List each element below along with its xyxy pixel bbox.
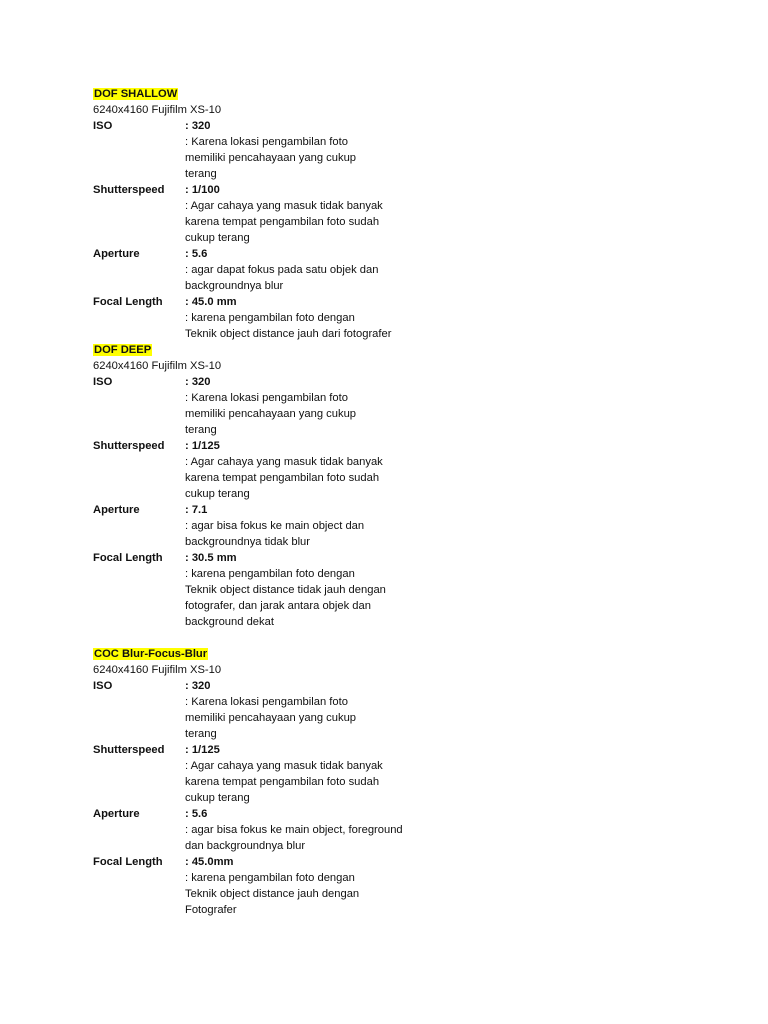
param-aperture xyxy=(93,806,693,822)
camera-info: 6240x4160 Fujifilm XS-10 xyxy=(93,360,222,372)
param-note: : agar bisa fokus ke main object, foreground xyxy=(185,824,403,836)
param-note: : Agar cahaya yang masuk tidak banyak xyxy=(185,760,383,772)
param-value: : 1/125 xyxy=(185,744,220,756)
param-aperture xyxy=(93,246,693,262)
param-label: Aperture xyxy=(93,248,140,260)
section-dof-deep xyxy=(93,342,693,630)
section-title xyxy=(93,86,693,102)
param-note: : Karena lokasi pengambilan foto xyxy=(185,136,348,148)
param-value: : 320 xyxy=(185,376,211,388)
param-value: : 30.5 mm xyxy=(185,552,237,564)
param-note: backgroundnya blur xyxy=(185,280,284,292)
param-aperture xyxy=(93,502,693,518)
param-note: : karena pengambilan foto dengan xyxy=(185,312,355,324)
param-note: karena tempat pengambilan foto sudah xyxy=(185,216,380,228)
param-value: : 7.1 xyxy=(185,504,208,516)
param-note: terang xyxy=(185,168,217,180)
param-note: memiliki pencahayaan yang cukup xyxy=(185,712,357,724)
param-note: terang xyxy=(185,424,217,436)
param-note: terang xyxy=(185,728,217,740)
param-value: : 45.0 mm xyxy=(185,296,237,308)
param-label: Shutterspeed xyxy=(93,744,165,756)
section-coc-blur-focus-blur xyxy=(93,646,693,918)
param-note: Teknik object distance jauh dengan xyxy=(185,888,360,900)
param-iso xyxy=(93,118,693,134)
param-note: fotografer, dan jarak antara objek dan xyxy=(185,600,371,612)
param-note: cukup terang xyxy=(185,488,250,500)
section-title-text: DOF DEEP xyxy=(94,344,152,356)
param-label: Focal Length xyxy=(93,552,163,564)
param-label: Aperture xyxy=(93,504,140,516)
section-dof-shallow xyxy=(93,86,693,342)
param-value: : 5.6 xyxy=(185,808,208,820)
param-shutterspeed xyxy=(93,182,693,198)
section-title xyxy=(93,342,693,358)
param-value: : 1/125 xyxy=(185,440,220,452)
param-label: Focal Length xyxy=(93,296,163,308)
param-note: : Agar cahaya yang masuk tidak banyak xyxy=(185,456,383,468)
param-value: : 320 xyxy=(185,120,211,132)
param-note: background dekat xyxy=(185,616,274,628)
param-focal-length xyxy=(93,854,693,870)
param-note: memiliki pencahayaan yang cukup xyxy=(185,152,357,164)
param-note: Teknik object distance tidak jauh dengan xyxy=(185,584,386,596)
param-focal-length xyxy=(93,550,693,566)
param-note: : agar dapat fokus pada satu objek dan xyxy=(185,264,379,276)
param-label: ISO xyxy=(93,376,113,388)
param-label: Shutterspeed xyxy=(93,184,165,196)
param-value: : 5.6 xyxy=(185,248,208,260)
param-note: backgroundnya tidak blur xyxy=(185,536,311,548)
section-title-text: DOF SHALLOW xyxy=(94,88,178,100)
param-value: : 45.0mm xyxy=(185,856,234,868)
param-iso xyxy=(93,678,693,694)
param-note: : Karena lokasi pengambilan foto xyxy=(185,696,348,708)
param-shutterspeed xyxy=(93,742,693,758)
param-note: : Karena lokasi pengambilan foto xyxy=(185,392,348,404)
section-title-text: COC Blur-Focus-Blur xyxy=(94,648,208,660)
param-label: Focal Length xyxy=(93,856,163,868)
param-note: cukup terang xyxy=(185,232,250,244)
param-label: Shutterspeed xyxy=(93,440,165,452)
param-note: dan backgroundnya blur xyxy=(185,840,306,852)
param-label: ISO xyxy=(93,680,113,692)
param-note: cukup terang xyxy=(185,792,250,804)
param-value: : 1/100 xyxy=(185,184,220,196)
param-note: Fotografer xyxy=(185,904,237,916)
param-note: karena tempat pengambilan foto sudah xyxy=(185,776,380,788)
param-note: : Agar cahaya yang masuk tidak banyak xyxy=(185,200,383,212)
camera-info: 6240x4160 Fujifilm XS-10 xyxy=(93,664,222,676)
section-title xyxy=(93,646,693,662)
param-note: : agar bisa fokus ke main object dan xyxy=(185,520,365,532)
param-iso xyxy=(93,374,693,390)
param-focal-length xyxy=(93,294,693,310)
param-note: karena tempat pengambilan foto sudah xyxy=(185,472,380,484)
param-value: : 320 xyxy=(185,680,211,692)
camera-info: 6240x4160 Fujifilm XS-10 xyxy=(93,104,222,116)
param-label: ISO xyxy=(93,120,113,132)
param-note: memiliki pencahayaan yang cukup xyxy=(185,408,357,420)
param-shutterspeed xyxy=(93,438,693,454)
param-note: Teknik object distance jauh dari fotografer xyxy=(185,328,392,340)
param-note: : karena pengambilan foto dengan xyxy=(185,568,355,580)
param-note: : karena pengambilan foto dengan xyxy=(185,872,355,884)
document-content xyxy=(93,86,693,918)
param-label: Aperture xyxy=(93,808,140,820)
